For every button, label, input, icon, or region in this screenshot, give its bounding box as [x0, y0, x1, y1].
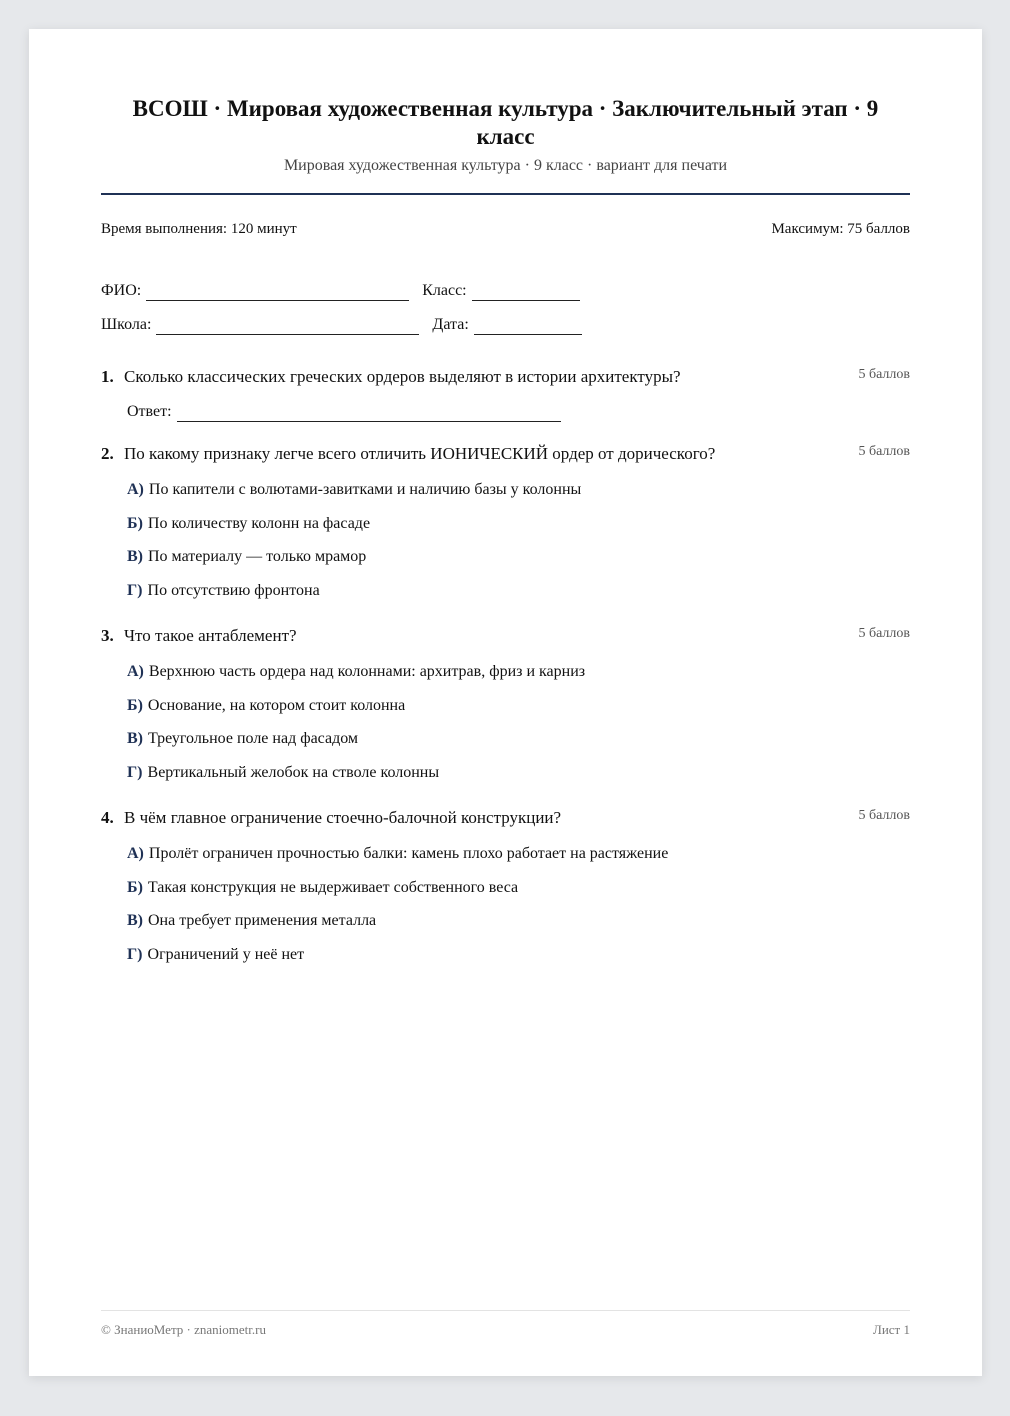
question-points: 5 баллов — [858, 444, 910, 459]
option-letter: Б) — [127, 514, 143, 532]
question-header — [101, 443, 910, 465]
option-letter: В) — [127, 912, 143, 930]
answer-label: Ответ: — [127, 403, 172, 420]
question-2 — [101, 443, 910, 614]
option-text: По отсутствию фронтона — [147, 581, 320, 599]
option-v[interactable] — [127, 911, 910, 945]
option-b[interactable] — [127, 514, 910, 548]
option-letter: В) — [127, 548, 143, 566]
option-text: Вертикальный желобок на стволе колонны — [147, 763, 440, 781]
question-header — [101, 807, 910, 829]
copyright: © ЗнаниоМетр · znaniometr.ru — [101, 1322, 266, 1337]
question-number: 4. — [101, 808, 114, 827]
document-page — [29, 29, 982, 1376]
page-number: Лист 1 — [873, 1322, 910, 1337]
options-list — [127, 844, 910, 978]
question-points: 5 баллов — [858, 367, 910, 382]
option-letter: А) — [127, 481, 144, 498]
school-label: Школа: — [101, 316, 152, 333]
option-text: Верхнюю часть ордера над колоннами: архитрав, фриз и карниз — [148, 663, 586, 680]
page-title: ВСОШ · Мировая художественная культура · Заключительный этап · 9 класс — [132, 96, 879, 149]
option-text: Основание, на котором стоит колонна — [147, 696, 406, 714]
option-text: Треугольное поле над фасадом — [148, 730, 359, 748]
question-text: По какому признаку легче всего отличить ИОНИЧЕСКИЙ ордер от дорического? — [124, 444, 716, 463]
fio-class-row — [101, 281, 910, 301]
options-list — [127, 480, 910, 614]
option-g[interactable] — [127, 763, 910, 797]
options-list — [127, 662, 910, 796]
exam-meta — [101, 219, 910, 239]
option-text: Пролёт ограничен прочностью балки: камень плохо работает на растяжение — [148, 845, 669, 862]
answer-row — [127, 402, 910, 422]
question-points: 5 баллов — [858, 808, 910, 823]
question-number: 1. — [101, 367, 114, 386]
option-text: По капители с волютами-завитками и наличию базы у колонны — [148, 481, 582, 498]
option-a[interactable] — [127, 844, 910, 878]
option-letter: В) — [127, 730, 143, 748]
question-header — [101, 625, 910, 647]
time-limit: Время выполнения: 120 минут — [101, 221, 297, 237]
option-letter: Б) — [127, 696, 143, 714]
option-g[interactable] — [127, 945, 910, 979]
question-number: 2. — [101, 444, 114, 463]
option-letter: Г) — [127, 581, 143, 599]
option-b[interactable] — [127, 878, 910, 912]
page-content — [101, 29, 910, 1376]
option-g[interactable] — [127, 581, 910, 615]
question-text: В чём главное ограничение стоечно-балочной конструкции? — [124, 808, 562, 827]
option-letter: Г) — [127, 763, 143, 781]
option-letter: А) — [127, 845, 144, 862]
fio-label: ФИО: — [101, 282, 142, 299]
class-label: Класс: — [422, 282, 467, 299]
question-points: 5 баллов — [858, 626, 910, 641]
option-letter: А) — [127, 663, 144, 680]
question-text: Что такое антаблемент? — [124, 626, 297, 645]
header-divider — [101, 193, 910, 195]
question-4 — [101, 807, 910, 978]
date-field[interactable] — [474, 319, 582, 335]
question-text: Сколько классических греческих ордеров выделяют в истории архитектуры? — [124, 367, 681, 386]
page-footer — [101, 1321, 910, 1339]
school-field[interactable] — [156, 319, 419, 335]
option-a[interactable] — [127, 480, 910, 514]
answer-field[interactable] — [177, 406, 561, 422]
class-field[interactable] — [472, 285, 580, 301]
option-text: По количеству колонн на фасаде — [147, 514, 371, 532]
footer-divider — [101, 1310, 910, 1311]
question-3 — [101, 625, 910, 796]
fio-field[interactable] — [146, 285, 409, 301]
option-text: Ограничений у неё нет — [147, 945, 305, 963]
question-number: 3. — [101, 626, 114, 645]
option-text: По материалу — только мрамор — [148, 548, 367, 566]
option-letter: Б) — [127, 878, 143, 896]
option-a[interactable] — [127, 662, 910, 696]
option-text: Такая конструкция не выдерживает собственного веса — [147, 878, 519, 896]
option-v[interactable] — [127, 547, 910, 581]
question-1 — [101, 366, 910, 422]
date-label: Дата: — [432, 316, 469, 333]
option-b[interactable] — [127, 696, 910, 730]
question-header — [101, 366, 910, 388]
option-letter: Г) — [127, 945, 143, 963]
option-text: Она требует применения металла — [148, 912, 377, 930]
max-score: Максимум: 75 баллов — [771, 221, 910, 237]
option-v[interactable] — [127, 729, 910, 763]
page-subtitle: Мировая художественная культура · 9 класс · вариант для печати — [283, 157, 728, 174]
school-date-row — [101, 315, 910, 335]
